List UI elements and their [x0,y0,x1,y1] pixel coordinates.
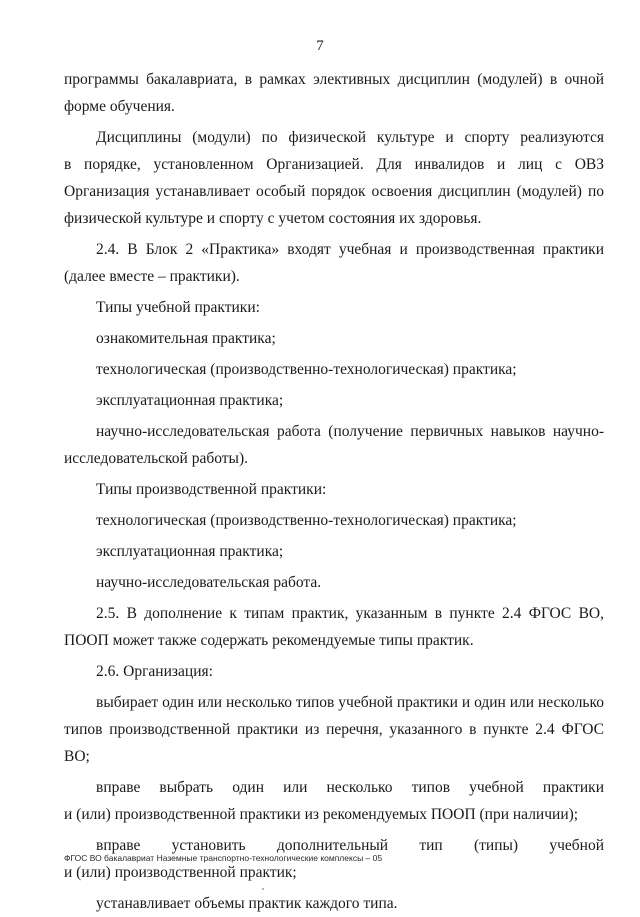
list-item: технологическая (производственно-технологическая) практика; [96,361,517,378]
paragraph-2-5: 2.5. В дополнение к типам практик, указанным в пункте 2.4 ФГОС ВО, ПООП может также содержать рекомендуемые типы практик. [64,605,604,649]
list-item: научно-исследовательская работа (получение первичных навыков научно- исследовательской работы). [64,423,604,467]
paragraph-production-types: Типы производственной практики: [96,481,327,498]
list-item: вправе установить дополнительный тип (типы) учебной и (или) производственной практик; [64,837,604,881]
paragraph-physical-culture: Дисциплины (модули) по физической культуре и спорту реализуются в порядке, установленном Организацией. Для инвалидов и лиц с ОВЗ Организация устанавливает особый порядок освоения дисциплин (модулей) по физической культуре и спорту с учетом состояния их здоровья. [64,129,604,227]
list-item: эксплуатационная практика; [96,392,284,409]
paragraph-continuation: программы бакалавриата, в рамках элективных дисциплин (модулей) в очной форме обучения. [64,71,604,115]
paragraph-training-types: Типы учебной практики: [96,299,260,316]
page-number: 7 [316,38,324,54]
list-item: устанавливает объемы практик каждого типа. [96,895,398,912]
paragraph-2-6: 2.6. Организация: [96,663,213,680]
scan-speck [262,888,264,890]
document-body [64,66,604,917]
list-item: эксплуатационная практика; [96,543,284,560]
list-item: выбирает один или несколько типов учебной практики и один или несколько типов производственной практики из перечня, указанного в пункте 2.4 ФГОС ВО; [64,694,604,765]
list-item: научно-исследовательская работа. [96,574,322,591]
list-item: вправе выбрать один или несколько типов учебной практики и (или) производственной практики из рекомендуемых ПООП (при наличии); [64,779,604,823]
document-footer: ФГОС ВО бакалавриат Наземные транспортно-технологические комплексы – 05 [64,853,383,863]
list-item: технологическая (производственно-технологическая) практика; [96,512,517,529]
paragraph-2-4: 2.4. В Блок 2 «Практика» входят учебная и производственная практики (далее вместе – практики). [64,241,604,285]
list-item: ознакомительная практика; [96,330,276,347]
